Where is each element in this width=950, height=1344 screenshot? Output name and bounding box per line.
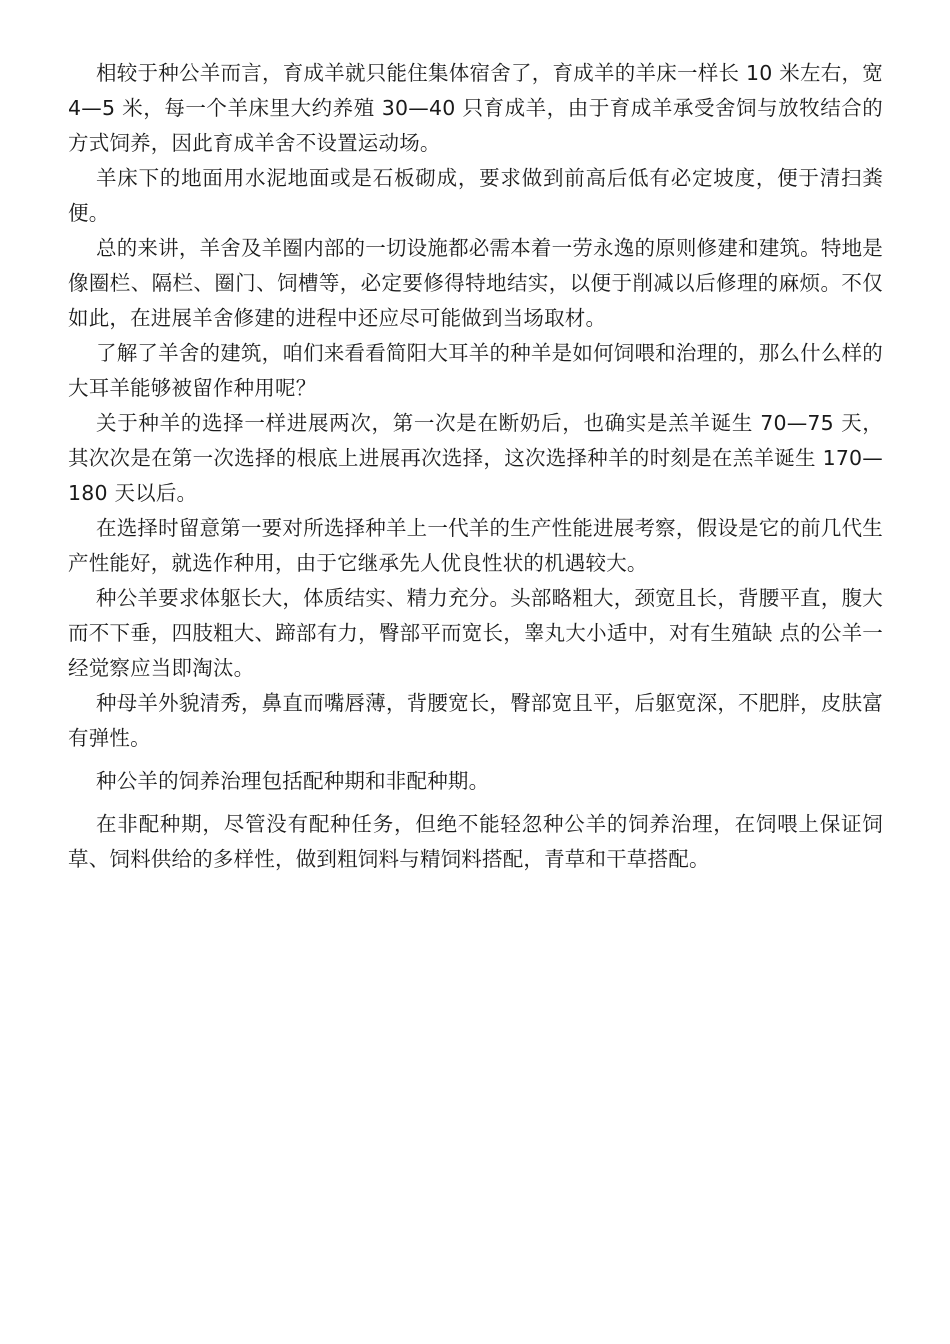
paragraph-5: 关于种羊的选择一样进展两次，第一次是在断奶后，也确实是羔羊诞生 70—75 天，其次次是在第一次选择的根底上进展再次选择，这次选择种羊的时刻是在羔羊诞生 170—180 天以后。 — [68, 411, 883, 505]
paragraph-1: 相较于种公羊而言，育成羊就只能住集体宿舍了，育成羊的羊床一样长 10 米左右，宽 4—5 米，每一个羊床里大约养殖 30—40 只育成羊，由于育成羊承受舍饲与放牧结合的方式饲养，因此育成羊舍不设置运动场。 — [68, 61, 883, 155]
paragraph-8: 种母羊外貌清秀，鼻直而嘴唇薄，背腰宽长，臀部宽且平，后躯宽深，不肥胖，皮肤富有弹性。 — [68, 691, 883, 750]
paragraph-9: 种公羊的饲养治理包括配种期和非配种期。 — [96, 769, 490, 793]
paragraph-7: 种公羊要求体躯长大，体质结实、精力充分。头部略粗大，颈宽且长，背腰平直，腹大而不下垂，四肢粗大、蹄部有力，臀部平而宽长，睾丸大小适中，对有生殖缺 点的公羊一经觉察应当即淘汰。 — [68, 586, 883, 680]
paragraph-2: 羊床下的地面用水泥地面或是石板砌成，要求做到前高后低有必定坡度，便于清扫粪便。 — [68, 166, 883, 225]
paragraph-6: 在选择时留意第一要对所选择种羊上一代羊的生产性能进展考察，假设是它的前几代生产性能好，就选作种用，由于它继承先人优良性状的机遇较大。 — [68, 516, 883, 575]
paragraph-10: 在非配种期，尽管没有配种任务，但绝不能轻忽种公羊的饲养治理，在饲喂上保证饲草、饲料供给的多样性，做到粗饲料与精饲料搭配，青草和干草搭配。 — [68, 812, 883, 871]
document-body — [68, 56, 883, 877]
paragraph-3: 总的来讲，羊舍及羊圈内部的一切设施都必需本着一劳永逸的原则修建和建筑。特地是像圈栏、隔栏、圈门、饲槽等，必定要修得特地结实，以便于削减以后修理的麻烦。不仅如此，在进展羊舍修建的进程中还应尽可能做到当场取材。 — [68, 236, 883, 330]
paragraph-4: 了解了羊舍的建筑，咱们来看看简阳大耳羊的种羊是如何饲喂和治理的，那么什么样的大耳羊能够被留作种用呢？ — [68, 341, 883, 400]
